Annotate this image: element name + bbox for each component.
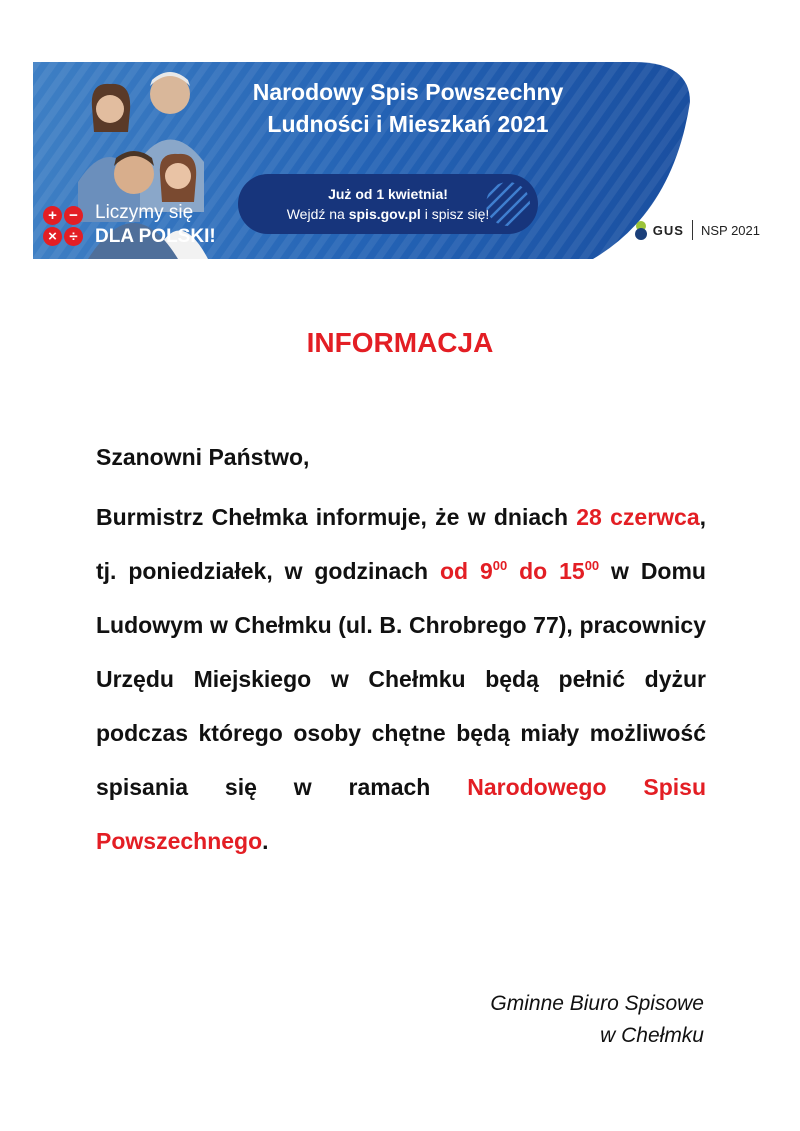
plus-icon: + [43, 206, 62, 225]
slogan-line1: Liczymy się [95, 202, 194, 223]
text-intro: Burmistrz Chełmka informuje, że w dniach [96, 504, 577, 530]
time-from-hour: 9 [479, 558, 493, 584]
page-title: INFORMACJA [306, 327, 494, 358]
banner-title-line2: Ludności i Mieszkań 2021 [267, 111, 549, 137]
text-location: w Domu Ludowym w Chełmku (ul. B. Chrobrego 77), pracownicy Urzędu Miejskiego w Chełmku będą pełnić dyżur podczas którego osoby chętne będą miały możliwość spisania się w ramach [96, 558, 706, 800]
census-name: Narodowego Spisu Powszechnego [96, 774, 707, 854]
time-to-word: do [507, 558, 560, 584]
gus-icon [633, 220, 649, 240]
striped-circle-decoration [486, 182, 530, 226]
event-date: 28 czerwca [576, 504, 700, 530]
divide-icon: ÷ [64, 227, 83, 246]
announcement-text [96, 490, 706, 868]
signature [490, 988, 704, 1052]
census-link: spis.gov.pl [348, 206, 421, 222]
pill-date-text: Już od 1 kwietnia! [328, 186, 448, 202]
census-banner [33, 62, 768, 259]
event-hours [440, 558, 599, 584]
text-day: , tj. poniedziałek, w godzinach [96, 504, 707, 584]
banner-title [223, 76, 593, 140]
minus-icon: − [64, 206, 83, 225]
gus-label: GUS [652, 222, 684, 238]
gus-logo [633, 220, 760, 240]
logo-divider [692, 220, 693, 240]
text-end: . [262, 828, 269, 854]
nsp-label: NSP 2021 [700, 222, 760, 238]
slogan-line2: DLA POLSKI! [95, 226, 216, 247]
math-operators-icon [43, 206, 85, 248]
time-to-min: 00 [584, 558, 600, 573]
time-from-word: od [440, 558, 480, 584]
time-from-min: 00 [492, 558, 508, 573]
multiply-icon: × [43, 227, 62, 246]
pill-suffix: i spisz się! [420, 206, 490, 222]
time-to-hour: 15 [559, 558, 585, 584]
signature-line1: Gminne Biuro Spisowe [490, 992, 704, 1015]
banner-call-to-action [238, 174, 538, 234]
signature-line2: w Chełmku [600, 1024, 704, 1047]
greeting: Szanowni Państwo, [96, 444, 310, 470]
pill-prefix: Wejdź na [286, 206, 349, 222]
banner-title-line1: Narodowy Spis Powszechny [252, 79, 564, 105]
